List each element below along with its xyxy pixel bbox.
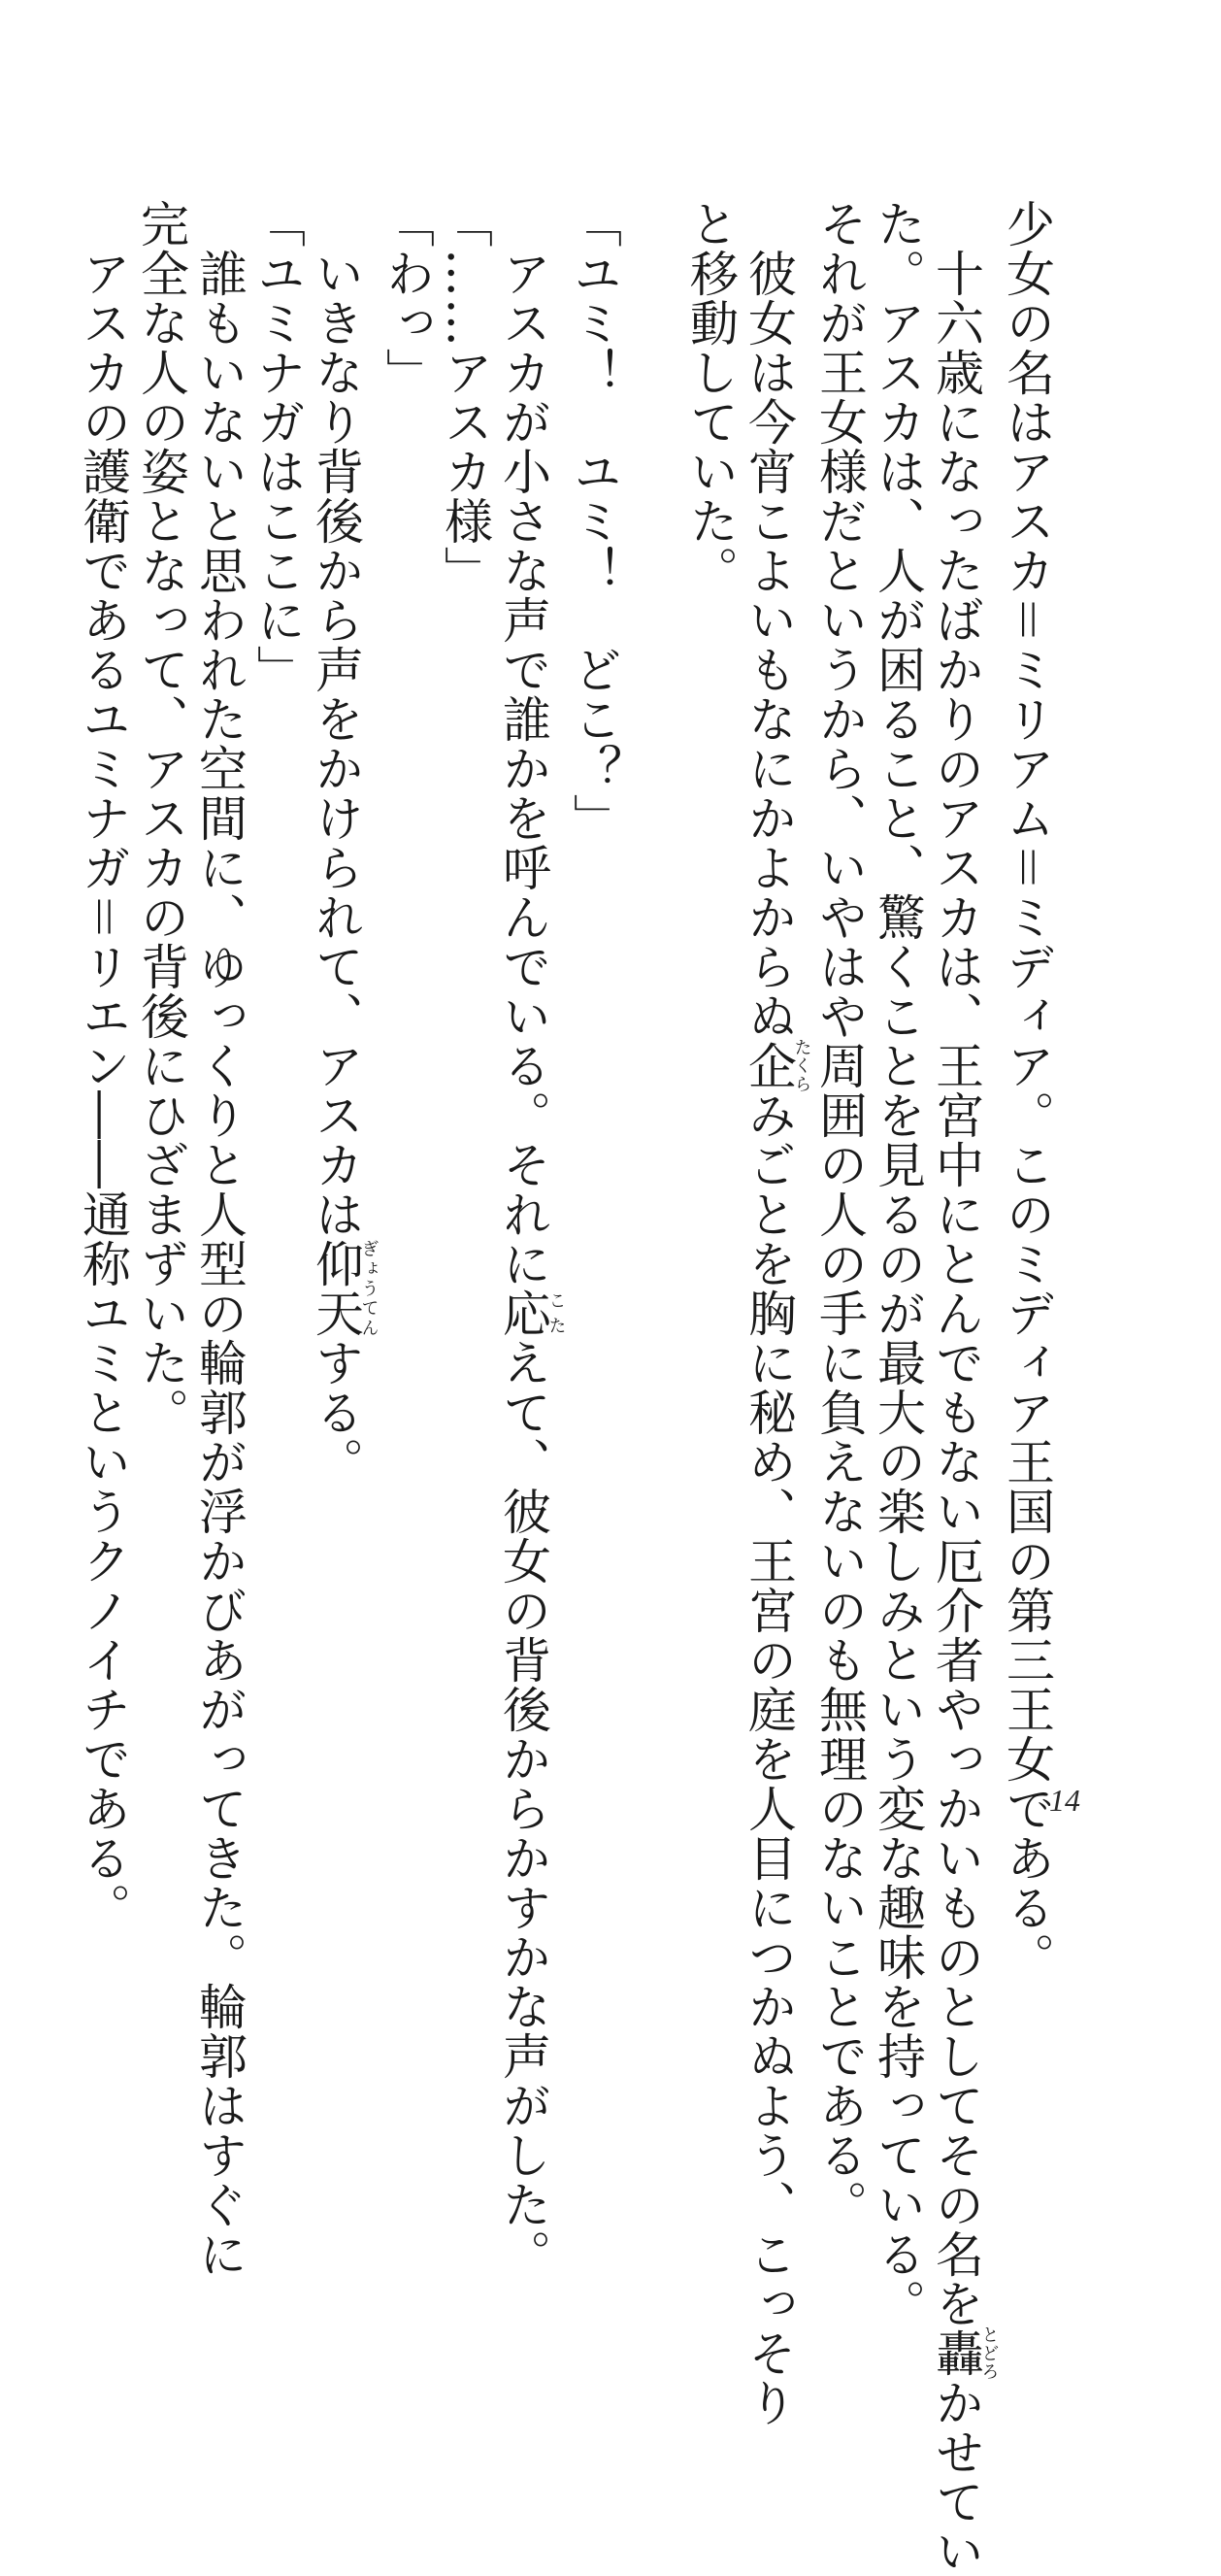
vertical-text-body (74, 199, 1056, 2576)
ruby-todoro: 轟とどろ (928, 2325, 1000, 2381)
dialogue-4: 「ユミナガはここに」 (249, 199, 306, 694)
ruby-gyouten: 仰天ぎょうてん (308, 1239, 380, 1338)
paragraph-7: アスカが小さな声で誰かを呼んでいる。それに応こたえて、彼女の背後からかすかな声がした。 (495, 199, 567, 2279)
paragraph-2: 十六歳になったばかりのアスカは、王宮中にとんでもない厄介者やっかいものとしてその名を轟とどろかせてい (928, 199, 1000, 2576)
dialogue-3: 「わっ」 (379, 199, 435, 397)
dialogue-1: 「ユミ！ ユミ！ どこ？」 (566, 199, 622, 843)
page-number: 14 (1049, 1783, 1080, 1818)
paragraph-6: と移動していた。 (682, 199, 739, 595)
paragraph-10: 完全な人の姿となって、アスカの背後にひざまずいた。 (133, 199, 189, 1437)
dialogue-2: 「……アスカ様」 (437, 199, 493, 595)
ruby-takura: 企たくら (741, 1038, 812, 1093)
ruby-kota: 応こた (495, 1288, 567, 1338)
paragraph-1: 少女の名はアスカ＝ミリアム＝ミディア。このミディア王国の第三王女である。 (999, 199, 1055, 1982)
paragraph-9: 誰もいないと思われた空間に、ゆっくりと人型の輪郭が浮かびあがってきた。輪郭はすぐに (191, 199, 248, 2279)
paragraph-4: それが王女様だというから、いやはや周囲の人の手に負えないのも無理のないことである。 (811, 199, 868, 2229)
section-gap (623, 199, 681, 1675)
paragraph-11: アスカの護衛であるユミナガ＝リエン――通称ユミというクノイチである。 (75, 199, 131, 1932)
paragraph-5: 彼女は今宵こよいもなにかよからぬ企たくらみごとを胸に秘め、王宮の庭を人目につかぬよう、こっそり (741, 199, 812, 2427)
paragraph-3: た。アスカは、人が困ること、驚くことを見るのが最大の楽しみという変な趣味を持っている。 (870, 199, 926, 2328)
paragraph-8: いきなり背後から声をかけられて、アスカは仰天ぎょうてんする。 (308, 199, 380, 1487)
